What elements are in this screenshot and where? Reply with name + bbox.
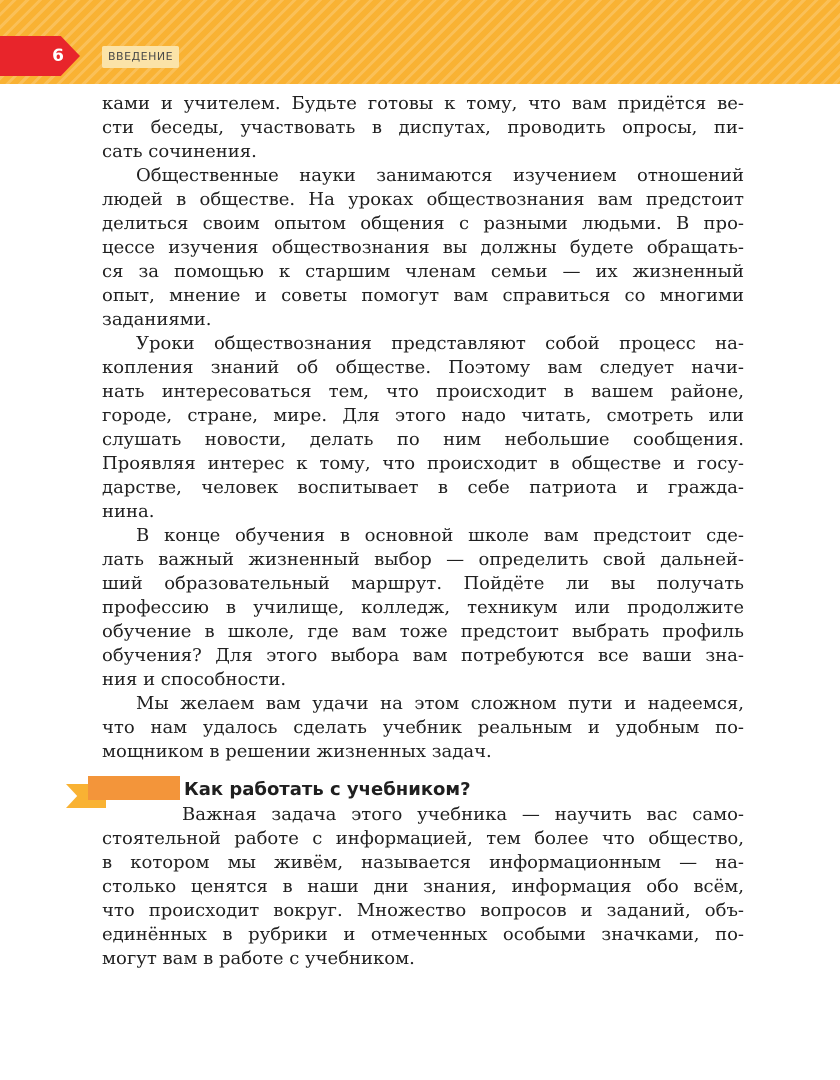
- text-line: нина.: [102, 501, 155, 522]
- text-line: копления знаний об обществе. Поэтому вам следует начи-: [102, 357, 744, 378]
- section-heading: Как работать с учебником?: [184, 779, 471, 800]
- text-line: слушать новости, делать по ним небольшие сообщения.: [102, 429, 744, 450]
- text-line: ками и учителем. Будьте готовы к тому, что вам придётся ве-: [102, 93, 744, 114]
- text-line: людей в обществе. На уроках обществознания вам предстоит: [102, 189, 744, 210]
- text-line: единённых в рубрики и отмеченных особыми значками, по-: [102, 924, 744, 945]
- text-line: цессе изучения обществознания вы должны будете обращать-: [102, 237, 744, 258]
- text-line: городе, стране, мире. Для этого надо читать, смотреть или: [102, 405, 744, 426]
- text-line: мощником в решении жизненных задач.: [102, 741, 492, 762]
- text-line: сти беседы, участвовать в диспутах, проводить опросы, пи-: [102, 117, 744, 138]
- text-line: Важная задача этого учебника — научить вас само-: [182, 804, 744, 825]
- text-line: профессию в училище, колледж, техникум или продолжите: [102, 597, 744, 618]
- text-line: Мы желаем вам удачи на этом сложном пути и надеемся,: [136, 693, 744, 714]
- text-line: лать важный жизненный выбор — определить свой дальней-: [102, 549, 744, 570]
- text-line: сать сочинения.: [102, 141, 257, 162]
- text-line: Общественные науки занимаются изучением отношений: [136, 165, 744, 186]
- text-line: могут вам в работе с учебником.: [102, 948, 415, 969]
- text-line: обучения? Для этого выбора вам потребуются все ваши зна-: [102, 645, 744, 666]
- text-line: в котором мы живём, называется информационным — на-: [102, 852, 744, 873]
- text-line: ния и способности.: [102, 669, 287, 690]
- page-number: 6: [52, 46, 64, 66]
- text-line: обучение в школе, где вам тоже предстоит выбрать профиль: [102, 621, 744, 642]
- text-line: Уроки обществознания представляют собой процесс на-: [136, 333, 744, 354]
- page-header: [0, 0, 840, 84]
- text-line: что происходит вокруг. Множество вопросов и заданий, объ-: [102, 900, 744, 921]
- section-label: ВВЕДЕНИЕ: [102, 46, 179, 68]
- text-block-intro: [102, 92, 744, 764]
- text-line: ся за помощью к старшим членам семьи — их жизненный: [102, 261, 744, 282]
- text-line: дарстве, человек воспитывает в себе патриота и гражда-: [102, 477, 744, 498]
- text-block-how-to: [102, 803, 744, 971]
- text-line: столько ценятся в наши дни знания, информация обо всём,: [102, 876, 744, 897]
- ribbon-band: [88, 776, 180, 800]
- text-line: заданиями.: [102, 309, 212, 330]
- text-line: Проявляя интерес к тому, что происходит в обществе и госу-: [102, 453, 744, 474]
- text-line: что нам удалось сделать учебник реальным и удобным по-: [102, 717, 744, 738]
- text-line: нать интересоваться тем, что происходит в вашем районе,: [102, 381, 744, 402]
- text-line: стоятельной работе с информацией, тем более что общество,: [102, 828, 744, 849]
- text-line: В конце обучения в основной школе вам предстоит сде-: [136, 525, 744, 546]
- text-line: ший образовательный маршрут. Пойдёте ли вы получать: [102, 573, 744, 594]
- text-line: опыт, мнение и советы помогут вам справиться со многими: [102, 285, 744, 306]
- text-line: делиться своим опытом общения с разными людьми. В про-: [102, 213, 744, 234]
